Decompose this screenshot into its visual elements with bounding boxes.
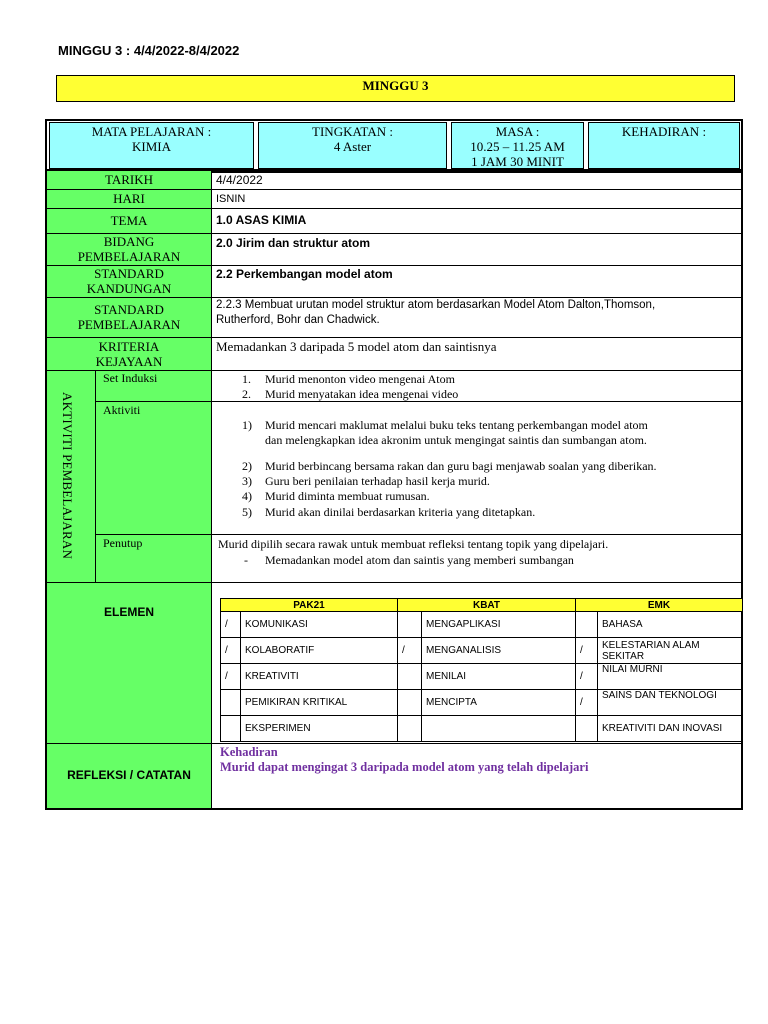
check-mark — [398, 612, 422, 638]
table-row — [221, 690, 743, 716]
list-number: 1. — [242, 372, 251, 386]
elemen-header-pak21: PAK21 — [221, 599, 398, 612]
row-divider — [47, 208, 741, 209]
elemen-cell: MENGAPLIKASI — [422, 612, 576, 638]
column-divider — [95, 370, 96, 582]
check-mark: / — [398, 638, 422, 664]
list-item — [242, 505, 252, 520]
time-value: 10.25 – 11.25 AM — [470, 139, 565, 154]
elemen-cell: MENILAI — [422, 664, 576, 690]
list-item — [265, 474, 490, 489]
elemen-header-kbat: KBAT — [398, 599, 576, 612]
list-item — [242, 387, 251, 402]
elemen-table — [220, 598, 743, 742]
sk-label — [47, 266, 211, 296]
list-text: Guru beri penilaian terhadap hasil kerja murid. — [265, 474, 490, 488]
list-text: Murid mencari maklumat melalui buku teks tentang perkembangan model atom — [265, 418, 648, 432]
tema-label: TEMA — [110, 213, 148, 228]
elemen-cell: BAHASA — [598, 612, 743, 638]
time-label: MASA : — [495, 124, 540, 139]
elemen-cell: SAINS DAN TEKNOLOGI — [598, 690, 743, 716]
hari-label: HARI — [113, 191, 145, 206]
check-mark — [398, 716, 422, 742]
sp-label — [47, 302, 211, 332]
form-value: 4 Aster — [333, 139, 372, 154]
penutup-label: Penutup — [103, 536, 143, 550]
week-banner — [56, 75, 735, 102]
set-induksi-label: Set Induksi — [103, 371, 158, 385]
kk-value: Memadankan 3 daripada 5 model atom dan saintisnya — [216, 339, 497, 354]
check-mark: / — [576, 664, 598, 690]
subject-box — [49, 122, 254, 169]
check-mark — [221, 690, 241, 716]
sp-value-line2: Rutherford, Bohr dan Chadwick. — [216, 314, 380, 326]
list-number: 3) — [242, 474, 252, 488]
list-text: Murid diminta membuat rumusan. — [265, 489, 430, 503]
penutup-bullet: Memadankan model atom dan saintis yang memberi sumbangan — [265, 553, 574, 567]
list-item — [242, 474, 252, 489]
list-text: Murid menyatakan idea mengenai video — [265, 387, 459, 401]
list-item — [265, 387, 458, 402]
list-number: 1) — [242, 418, 252, 432]
table-row — [221, 716, 743, 742]
list-item — [265, 372, 455, 387]
elemen-cell: EKSPERIMEN — [241, 716, 398, 742]
elemen-cell: KREATIVITI DAN INOVASI — [598, 716, 743, 742]
bidang-label-line2: PEMBELAJARAN — [77, 249, 181, 264]
elemen-cell: KOMUNIKASI — [241, 612, 398, 638]
row-divider — [47, 337, 741, 338]
list-item — [265, 418, 648, 448]
duration-value: 1 JAM 30 MINIT — [471, 154, 564, 169]
attendance-box — [588, 122, 740, 169]
list-item — [265, 459, 657, 474]
tema-value: 1.0 ASAS KIMIA — [216, 213, 307, 227]
elemen-cell: PEMIKIRAN KRITIKAL — [241, 690, 398, 716]
refleksi-label: REFLEKSI / CATATAN — [67, 768, 191, 782]
sk-label-line2: KANDUNGAN — [86, 281, 172, 296]
check-mark — [398, 690, 422, 716]
elemen-header-emk: EMK — [576, 599, 743, 612]
elemen-cell: KELESTARIAN ALAM SEKITAR — [598, 638, 743, 664]
list-number: 2) — [242, 459, 252, 473]
penutup-text: Murid dipilih secara rawak untuk membuat refleksi tentang topik yang dipelajari. — [218, 537, 609, 551]
refleksi-line1: Kehadiran — [220, 745, 278, 759]
table-row — [221, 612, 743, 638]
week-dates-heading: MINGGU 3 : 4/4/2022-8/4/2022 — [58, 43, 240, 58]
bidang-label — [47, 234, 211, 264]
form-label: TINGKATAN : — [312, 124, 393, 139]
list-item — [242, 372, 251, 387]
list-number: 4) — [242, 489, 252, 503]
bidang-value: 2.0 Jirim dan struktur atom — [216, 236, 371, 250]
attendance-label: KEHADIRAN : — [621, 124, 707, 139]
tarikh-value: 4/4/2022 — [216, 173, 263, 187]
elemen-cell: MENCIPTA — [422, 690, 576, 716]
activities-vertical-label: AKTIVITI PEMBELAJARAN — [60, 392, 75, 560]
sp-value-line1: 2.2.3 Membuat urutan model struktur atom berdasarkan Model Atom Dalton,Thomson, — [216, 299, 656, 311]
time-box — [451, 122, 584, 169]
sp-value — [216, 298, 655, 328]
check-mark: / — [221, 638, 241, 664]
sk-label-line1: STANDARD — [94, 266, 164, 281]
sp-label-line1: STANDARD — [94, 302, 164, 317]
list-item — [265, 505, 535, 520]
check-mark: / — [221, 612, 241, 638]
sk-value: 2.2 Perkembangan model atom — [216, 267, 393, 281]
check-mark — [398, 664, 422, 690]
week-banner-text: MINGGU 3 — [362, 78, 429, 93]
subject-value: KIMIA — [132, 139, 171, 154]
column-divider — [211, 171, 212, 810]
form-box — [258, 122, 447, 169]
refleksi-text — [220, 745, 588, 775]
check-mark: / — [576, 638, 598, 664]
elemen-cell — [422, 716, 576, 742]
refleksi-line2: Murid dapat mengingat 3 daripada model atom yang telah dipelajari — [220, 760, 589, 774]
table-row — [221, 638, 743, 664]
kk-label — [47, 339, 211, 369]
aktiviti-label: Aktiviti — [103, 403, 141, 417]
list-number: 2. — [242, 387, 251, 401]
elemen-cell: KREATIVITI — [241, 664, 398, 690]
elemen-label: ELEMEN — [103, 605, 154, 619]
row-divider — [95, 534, 741, 535]
tarikh-label: TARIKH — [104, 172, 154, 187]
list-item — [265, 489, 430, 504]
subject-label: MATA PELAJARAN : — [91, 124, 212, 139]
sp-label-line2: PEMBELAJARAN — [77, 317, 181, 332]
check-mark — [576, 612, 598, 638]
penutup-bullet-mark: - — [244, 553, 248, 567]
elemen-cell: MENGANALISIS — [422, 638, 576, 664]
list-number: 5) — [242, 505, 252, 519]
list-item — [242, 489, 252, 504]
list-text: Murid akan dinilai berdasarkan kriteria yang ditetapkan. — [265, 505, 536, 519]
list-item — [242, 418, 252, 433]
check-mark: / — [221, 664, 241, 690]
check-mark: / — [576, 690, 598, 716]
elemen-cell: KOLABORATIF — [241, 638, 398, 664]
bidang-label-line1: BIDANG — [103, 234, 155, 249]
list-text: Murid berbincang bersama rakan dan guru bagi menjawab soalan yang diberikan. — [265, 459, 657, 473]
check-mark — [221, 716, 241, 742]
kk-label-line2: KEJAYAAN — [95, 354, 163, 369]
table-row — [221, 664, 743, 690]
kk-label-line1: KRITERIA — [98, 339, 160, 354]
list-text: Murid menonton video mengenai Atom — [265, 372, 455, 386]
hari-value: ISNIN — [216, 193, 246, 205]
list-item — [242, 459, 252, 474]
check-mark — [576, 716, 598, 742]
elemen-cell: NILAI MURNI — [598, 664, 743, 690]
list-text: dan melengkapkan idea akronim untuk mengingat saintis dan sumbangan atom. — [265, 433, 647, 447]
